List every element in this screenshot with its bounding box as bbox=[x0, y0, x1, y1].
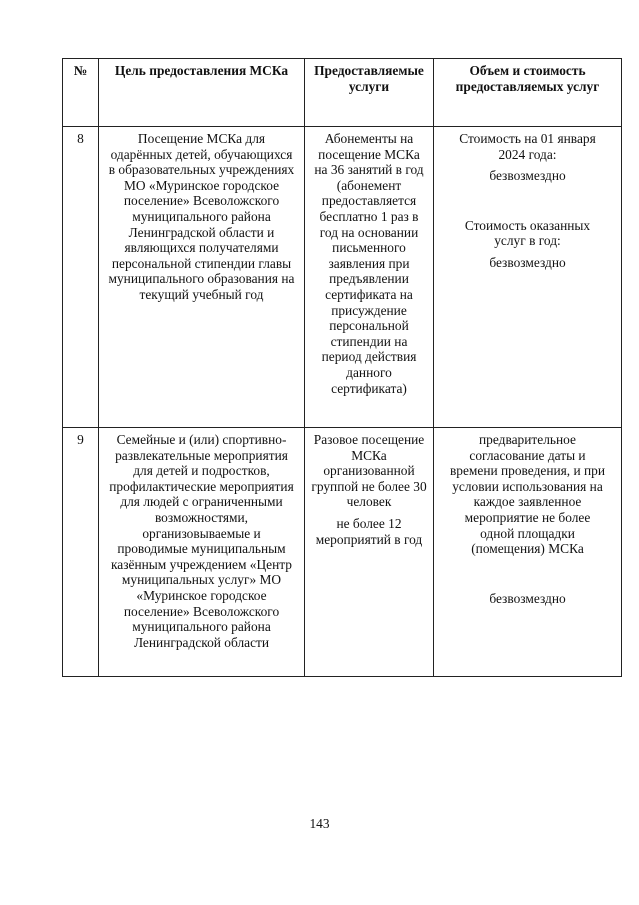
row-8-services: Абонементы на посещение МСКа на 36 занятий в год (абонемент предоставляется бесплатно 1 раз в год на основании письменного заявления при предъявлении сертификата на присуждение персональной стипендии на период действия данного сертификата) bbox=[305, 127, 434, 428]
row-9-cost-value: безвозмездно bbox=[489, 590, 566, 606]
row-9-services bbox=[305, 428, 434, 677]
row-8-rendered-label: Стоимость оказанных услуг в год: bbox=[464, 217, 591, 249]
page-number: 143 bbox=[309, 816, 330, 831]
row-8-num: 8 bbox=[63, 127, 99, 428]
header-num: № bbox=[63, 59, 99, 127]
header-volume: Объем и стоимость предоставляемых услуг bbox=[434, 59, 622, 127]
table-row bbox=[63, 428, 622, 677]
table-row bbox=[63, 127, 622, 428]
row-8-cost-label: Стоимость на 01 января 2024 года: bbox=[459, 131, 596, 162]
header-goal: Цель предоставления МСКа bbox=[99, 59, 305, 127]
row-8-cost-value: безвозмездно bbox=[489, 168, 566, 184]
row-9-num: 9 bbox=[63, 428, 99, 677]
row-9-services-extra: не более 12 мероприятий в год bbox=[315, 515, 423, 547]
header-services: Предоставляемые услуги bbox=[305, 59, 434, 127]
row-9-conditions: предварительное согласование даты и времени проведения, и при условии использования на каждое заявленное мероприятие не более одной площадки (помещения) МСКа bbox=[449, 432, 606, 557]
header-row bbox=[63, 59, 622, 127]
row-8-goal: Посещение МСКа для одарённых детей, обучающихся в образовательных учреждениях МО «Муринское городское поселение» Всеволожского муниципального района Ленинградской области и являющихся получателями персональной стипендии главы муниципального образования на текущий учебный год bbox=[99, 127, 305, 428]
services-table bbox=[62, 58, 622, 677]
row-9-goal: Семейные и (или) спортивно- развлекательные мероприятия для детей и подростков, профилактические мероприятия для людей с ограниченными возможностями, организовываемые и проводимые муниципальным казённым учреждением «Центр муниципальных услуг» МО «Муринское городское поселение» Всеволожского муниципального района Ленинградской области bbox=[99, 428, 305, 677]
row-9-volume bbox=[434, 428, 622, 677]
row-9-services-main: Разовое посещение МСКа организованной группой не более 30 человек bbox=[311, 432, 427, 510]
row-8-rendered-value: безвозмездно bbox=[489, 254, 566, 270]
row-8-volume bbox=[434, 127, 622, 428]
